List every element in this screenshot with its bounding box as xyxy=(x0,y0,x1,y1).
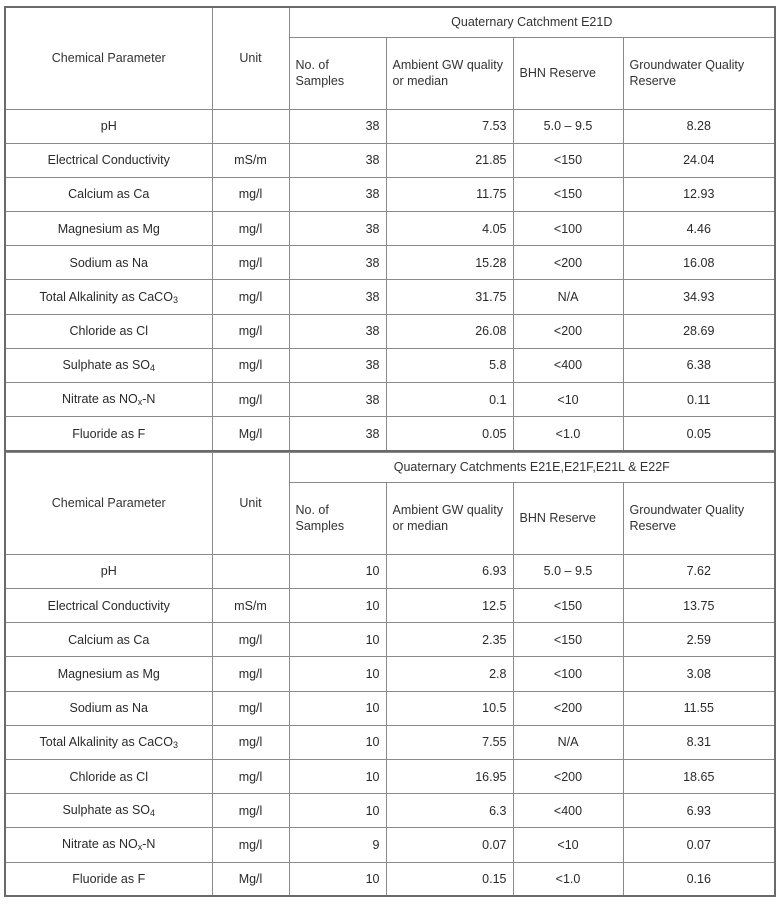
table-row xyxy=(5,828,775,862)
cell-groundwater-quality-reserve: 16.08 xyxy=(623,246,775,280)
cell-chemical-parameter xyxy=(5,109,212,143)
cell-groundwater-quality-reserve: 13.75 xyxy=(623,589,775,623)
cell-bhn-reserve: <100 xyxy=(513,212,623,246)
cell-chemical-parameter xyxy=(5,348,212,382)
cell-bhn-reserve: <150 xyxy=(513,623,623,657)
cell-groundwater-quality-reserve: 11.55 xyxy=(623,691,775,725)
cell-no-of-samples: 38 xyxy=(289,143,386,177)
parameter-subscript: x xyxy=(137,397,143,408)
parameter-name: Chloride as Cl xyxy=(69,769,148,784)
parameter-name: Calcium as Ca xyxy=(68,187,150,202)
cell-no-of-samples: 38 xyxy=(289,212,386,246)
cell-unit: mg/l xyxy=(212,760,289,794)
cell-groundwater-quality-reserve: 7.62 xyxy=(623,554,775,588)
cell-bhn-reserve: <200 xyxy=(513,314,623,348)
cell-chemical-parameter xyxy=(5,828,212,862)
parameter-name: Sodium as Na xyxy=(69,701,148,716)
cell-no-of-samples: 38 xyxy=(289,417,386,451)
cell-no-of-samples: 10 xyxy=(289,725,386,759)
table-row xyxy=(5,246,775,280)
table-row xyxy=(5,417,775,451)
parameter-name: Magnesium as Mg xyxy=(57,221,160,236)
cell-unit: mg/l xyxy=(212,623,289,657)
cell-groundwater-quality-reserve: 6.38 xyxy=(623,348,775,382)
cell-groundwater-quality-reserve: 34.93 xyxy=(623,280,775,314)
cell-ambient-gw-quality: 4.05 xyxy=(386,212,513,246)
cell-no-of-samples: 9 xyxy=(289,828,386,862)
cell-bhn-reserve: <100 xyxy=(513,657,623,691)
parameter-name: Nitrate as NO xyxy=(62,392,138,407)
parameter-name: Total Alkalinity as CaCO xyxy=(39,734,173,749)
table-row xyxy=(5,691,775,725)
table-row xyxy=(5,109,775,143)
table-row xyxy=(5,383,775,417)
table-row xyxy=(5,862,775,896)
cell-ambient-gw-quality: 5.8 xyxy=(386,348,513,382)
parameter-suffix: -N xyxy=(142,837,156,852)
cell-ambient-gw-quality: 26.08 xyxy=(386,314,513,348)
header-chemical-parameter: Chemical Parameter xyxy=(5,7,212,109)
cell-no-of-samples: 10 xyxy=(289,623,386,657)
cell-unit: mg/l xyxy=(212,725,289,759)
cell-chemical-parameter xyxy=(5,246,212,280)
cell-unit: mS/m xyxy=(212,143,289,177)
cell-ambient-gw-quality: 2.8 xyxy=(386,657,513,691)
cell-unit: mg/l xyxy=(212,280,289,314)
cell-ambient-gw-quality: 0.1 xyxy=(386,383,513,417)
cell-groundwater-quality-reserve: 12.93 xyxy=(623,177,775,211)
cell-no-of-samples: 38 xyxy=(289,109,386,143)
cell-ambient-gw-quality: 12.5 xyxy=(386,589,513,623)
cell-chemical-parameter xyxy=(5,383,212,417)
table-row xyxy=(5,314,775,348)
cell-ambient-gw-quality: 15.28 xyxy=(386,246,513,280)
cell-bhn-reserve: <200 xyxy=(513,691,623,725)
cell-groundwater-quality-reserve: 6.93 xyxy=(623,794,775,828)
parameter-name: pH xyxy=(100,119,117,134)
header-no-of-samples: No. of Samples xyxy=(289,37,386,109)
header-quaternary-catchment: Quaternary Catchment E21D xyxy=(289,7,775,37)
cell-ambient-gw-quality: 16.95 xyxy=(386,760,513,794)
parameter-name: Sodium as Na xyxy=(69,255,148,270)
cell-unit: mg/l xyxy=(212,383,289,417)
cell-chemical-parameter xyxy=(5,212,212,246)
cell-unit: mg/l xyxy=(212,657,289,691)
cell-ambient-gw-quality: 2.35 xyxy=(386,623,513,657)
cell-chemical-parameter xyxy=(5,554,212,588)
table-row xyxy=(5,212,775,246)
cell-groundwater-quality-reserve: 0.07 xyxy=(623,828,775,862)
cell-groundwater-quality-reserve: 0.05 xyxy=(623,417,775,451)
cell-groundwater-quality-reserve: 24.04 xyxy=(623,143,775,177)
cell-chemical-parameter xyxy=(5,691,212,725)
cell-ambient-gw-quality: 0.07 xyxy=(386,828,513,862)
cell-chemical-parameter xyxy=(5,725,212,759)
cell-bhn-reserve: <1.0 xyxy=(513,417,623,451)
table-row xyxy=(5,725,775,759)
parameter-name: Fluoride as F xyxy=(72,426,146,441)
parameter-subscript: 3 xyxy=(172,294,178,305)
cell-bhn-reserve: <10 xyxy=(513,828,623,862)
cell-groundwater-quality-reserve: 18.65 xyxy=(623,760,775,794)
cell-groundwater-quality-reserve: 3.08 xyxy=(623,657,775,691)
cell-groundwater-quality-reserve: 8.31 xyxy=(623,725,775,759)
cell-ambient-gw-quality: 7.55 xyxy=(386,725,513,759)
cell-bhn-reserve: <400 xyxy=(513,348,623,382)
cell-no-of-samples: 10 xyxy=(289,589,386,623)
cell-unit: mg/l xyxy=(212,794,289,828)
table-row xyxy=(5,348,775,382)
cell-bhn-reserve: <150 xyxy=(513,177,623,211)
parameter-name: Electrical Conductivity xyxy=(47,598,170,613)
parameter-name: Electrical Conductivity xyxy=(47,153,170,168)
header-unit: Unit xyxy=(212,452,289,554)
parameter-suffix: -N xyxy=(142,392,156,407)
parameter-name: Sulphate as SO xyxy=(62,357,151,372)
cell-no-of-samples: 10 xyxy=(289,862,386,896)
cell-chemical-parameter xyxy=(5,143,212,177)
cell-bhn-reserve: <150 xyxy=(513,143,623,177)
cell-bhn-reserve: <400 xyxy=(513,794,623,828)
cell-unit: mg/l xyxy=(212,246,289,280)
cell-bhn-reserve: N/A xyxy=(513,725,623,759)
cell-bhn-reserve: <10 xyxy=(513,383,623,417)
cell-chemical-parameter xyxy=(5,177,212,211)
cell-bhn-reserve: <1.0 xyxy=(513,862,623,896)
cell-bhn-reserve: 5.0 – 9.5 xyxy=(513,109,623,143)
table-row xyxy=(5,657,775,691)
cell-unit: mg/l xyxy=(212,828,289,862)
cell-ambient-gw-quality: 0.15 xyxy=(386,862,513,896)
water-quality-table-2 xyxy=(4,452,776,897)
parameter-subscript: 3 xyxy=(172,739,178,750)
header-groundwater-quality-reserve: Groundwater Quality Reserve xyxy=(623,37,775,109)
header-ambient-gw-quality: Ambient GW quality or median xyxy=(386,37,513,109)
table-row xyxy=(5,589,775,623)
table-row xyxy=(5,143,775,177)
table-row xyxy=(5,177,775,211)
cell-bhn-reserve: <200 xyxy=(513,760,623,794)
cell-ambient-gw-quality: 21.85 xyxy=(386,143,513,177)
cell-chemical-parameter xyxy=(5,862,212,896)
cell-chemical-parameter xyxy=(5,314,212,348)
cell-chemical-parameter xyxy=(5,589,212,623)
parameter-name: Chloride as Cl xyxy=(69,324,148,339)
cell-groundwater-quality-reserve: 28.69 xyxy=(623,314,775,348)
cell-groundwater-quality-reserve: 2.59 xyxy=(623,623,775,657)
table-row xyxy=(5,623,775,657)
cell-ambient-gw-quality: 7.53 xyxy=(386,109,513,143)
table-row xyxy=(5,280,775,314)
table-row xyxy=(5,554,775,588)
header-chemical-parameter: Chemical Parameter xyxy=(5,452,212,554)
cell-bhn-reserve: N/A xyxy=(513,280,623,314)
cell-chemical-parameter xyxy=(5,623,212,657)
cell-groundwater-quality-reserve: 8.28 xyxy=(623,109,775,143)
parameter-name: pH xyxy=(100,564,117,579)
cell-no-of-samples: 38 xyxy=(289,246,386,280)
cell-chemical-parameter xyxy=(5,760,212,794)
cell-chemical-parameter xyxy=(5,794,212,828)
cell-bhn-reserve: <150 xyxy=(513,589,623,623)
cell-unit: mg/l xyxy=(212,348,289,382)
cell-ambient-gw-quality: 6.93 xyxy=(386,554,513,588)
header-no-of-samples: No. of Samples xyxy=(289,482,386,554)
parameter-name: Total Alkalinity as CaCO xyxy=(39,289,173,304)
cell-ambient-gw-quality: 0.05 xyxy=(386,417,513,451)
cell-unit: Mg/l xyxy=(212,417,289,451)
cell-unit: mg/l xyxy=(212,212,289,246)
cell-groundwater-quality-reserve: 4.46 xyxy=(623,212,775,246)
parameter-subscript: x xyxy=(137,842,143,853)
water-quality-table-1 xyxy=(4,6,776,452)
header-groundwater-quality-reserve: Groundwater Quality Reserve xyxy=(623,482,775,554)
parameter-name: Fluoride as F xyxy=(72,871,146,886)
cell-bhn-reserve: <200 xyxy=(513,246,623,280)
cell-unit xyxy=(212,109,289,143)
parameter-name: Magnesium as Mg xyxy=(57,667,160,682)
cell-no-of-samples: 10 xyxy=(289,554,386,588)
cell-bhn-reserve: 5.0 – 9.5 xyxy=(513,554,623,588)
cell-groundwater-quality-reserve: 0.16 xyxy=(623,862,775,896)
cell-unit: mg/l xyxy=(212,314,289,348)
header-ambient-gw-quality: Ambient GW quality or median xyxy=(386,482,513,554)
parameter-name: Calcium as Ca xyxy=(68,632,150,647)
cell-unit: mS/m xyxy=(212,589,289,623)
cell-no-of-samples: 38 xyxy=(289,383,386,417)
cell-no-of-samples: 38 xyxy=(289,177,386,211)
parameter-subscript: 4 xyxy=(150,362,156,373)
cell-chemical-parameter xyxy=(5,280,212,314)
table-row xyxy=(5,794,775,828)
cell-ambient-gw-quality: 6.3 xyxy=(386,794,513,828)
header-quaternary-catchment: Quaternary Catchments E21E,E21F,E21L & E22F xyxy=(289,452,775,482)
cell-chemical-parameter xyxy=(5,417,212,451)
cell-no-of-samples: 10 xyxy=(289,657,386,691)
cell-no-of-samples: 38 xyxy=(289,348,386,382)
cell-groundwater-quality-reserve: 0.11 xyxy=(623,383,775,417)
cell-ambient-gw-quality: 10.5 xyxy=(386,691,513,725)
cell-no-of-samples: 10 xyxy=(289,691,386,725)
header-bhn-reserve: BHN Reserve xyxy=(513,482,623,554)
cell-no-of-samples: 38 xyxy=(289,280,386,314)
cell-ambient-gw-quality: 31.75 xyxy=(386,280,513,314)
document-page xyxy=(4,6,774,897)
cell-unit: mg/l xyxy=(212,691,289,725)
cell-unit: mg/l xyxy=(212,177,289,211)
parameter-name: Sulphate as SO xyxy=(62,803,151,818)
cell-chemical-parameter xyxy=(5,657,212,691)
cell-unit: Mg/l xyxy=(212,862,289,896)
cell-unit xyxy=(212,554,289,588)
parameter-subscript: 4 xyxy=(150,808,156,819)
cell-no-of-samples: 10 xyxy=(289,760,386,794)
cell-ambient-gw-quality: 11.75 xyxy=(386,177,513,211)
cell-no-of-samples: 38 xyxy=(289,314,386,348)
cell-no-of-samples: 10 xyxy=(289,794,386,828)
header-bhn-reserve: BHN Reserve xyxy=(513,37,623,109)
parameter-name: Nitrate as NO xyxy=(62,837,138,852)
table-row xyxy=(5,760,775,794)
header-unit: Unit xyxy=(212,7,289,109)
